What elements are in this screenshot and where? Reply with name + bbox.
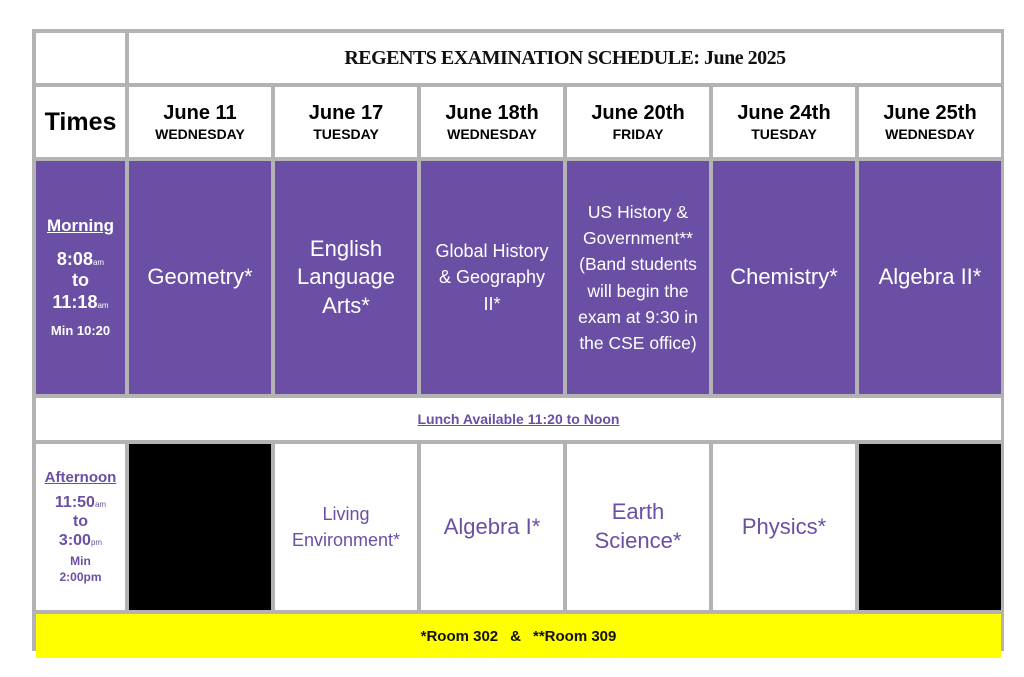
corner-cell — [36, 33, 125, 83]
day-weekday: TUESDAY — [313, 125, 379, 142]
day-weekday: WEDNESDAY — [885, 125, 975, 142]
day-header — [567, 87, 709, 157]
morning-start — [57, 249, 104, 271]
afternoon-end — [59, 531, 102, 550]
afternoon-exam: Physics* — [713, 444, 855, 610]
morning-label: Morning — [46, 216, 115, 236]
afternoon-start — [55, 493, 106, 512]
morning-exam: Global History & Geography II* — [421, 161, 563, 394]
morning-end-suffix: am — [97, 300, 109, 310]
schedule-title: REGENTS EXAMINATION SCHEDULE: June 2025 — [129, 33, 1001, 83]
afternoon-end-time: 3:00 — [58, 532, 91, 549]
day-header — [129, 87, 271, 157]
afternoon-no-exam — [859, 444, 1001, 610]
afternoon-exam: Earth Science* — [567, 444, 709, 610]
day-header — [713, 87, 855, 157]
morning-start-suffix: am — [92, 257, 105, 267]
regents-schedule-table — [32, 29, 1004, 651]
room-separator: & — [510, 627, 521, 645]
room-footer — [36, 614, 1001, 658]
morning-exam: US History & Government** (Band students will begin the exam at 9:30 in the CSE office) — [567, 161, 709, 394]
afternoon-no-exam — [129, 444, 271, 610]
room-309: **Room 309 — [533, 627, 617, 645]
afternoon-exam: Algebra I* — [421, 444, 563, 610]
room-302: *Room 302 — [420, 627, 499, 645]
day-header — [421, 87, 563, 157]
day-date: June 25th — [883, 101, 977, 124]
morning-start-time: 8:08 — [56, 248, 93, 269]
afternoon-to: to — [72, 512, 89, 530]
afternoon-time-slot — [36, 444, 125, 610]
day-header — [275, 87, 417, 157]
morning-end — [52, 292, 108, 314]
morning-time-slot — [36, 161, 125, 394]
day-weekday: WEDNESDAY — [447, 125, 537, 142]
day-date: June 11 — [163, 101, 237, 124]
morning-to: to — [72, 270, 89, 291]
morning-exam: Chemistry* — [713, 161, 855, 394]
afternoon-start-time: 11:50 — [54, 493, 95, 511]
day-date: June 18th — [445, 101, 539, 124]
morning-exam: Geometry* — [129, 161, 271, 394]
day-weekday: FRIDAY — [612, 125, 664, 142]
afternoon-start-suffix: am — [94, 499, 107, 509]
morning-min: Min 10:20 — [50, 323, 111, 339]
afternoon-min-label: Min — [70, 554, 91, 569]
morning-exam: Algebra II* — [859, 161, 1001, 394]
morning-end-time: 11:18 — [52, 291, 98, 312]
morning-exam: English Language Arts* — [275, 161, 417, 394]
day-date: June 20th — [591, 101, 685, 124]
day-date: June 24th — [737, 101, 831, 124]
day-weekday: WEDNESDAY — [155, 125, 245, 142]
day-date: June 17 — [308, 101, 384, 124]
afternoon-label: Afternoon — [44, 468, 117, 486]
afternoon-end-suffix: pm — [90, 538, 103, 547]
day-header — [859, 87, 1001, 157]
afternoon-min-time: 2:00pm — [59, 569, 102, 584]
times-header: Times — [36, 87, 125, 157]
afternoon-exam: Living Environment* — [275, 444, 417, 610]
day-weekday: TUESDAY — [751, 125, 817, 142]
lunch-banner: Lunch Available 11:20 to Noon — [36, 398, 1001, 440]
